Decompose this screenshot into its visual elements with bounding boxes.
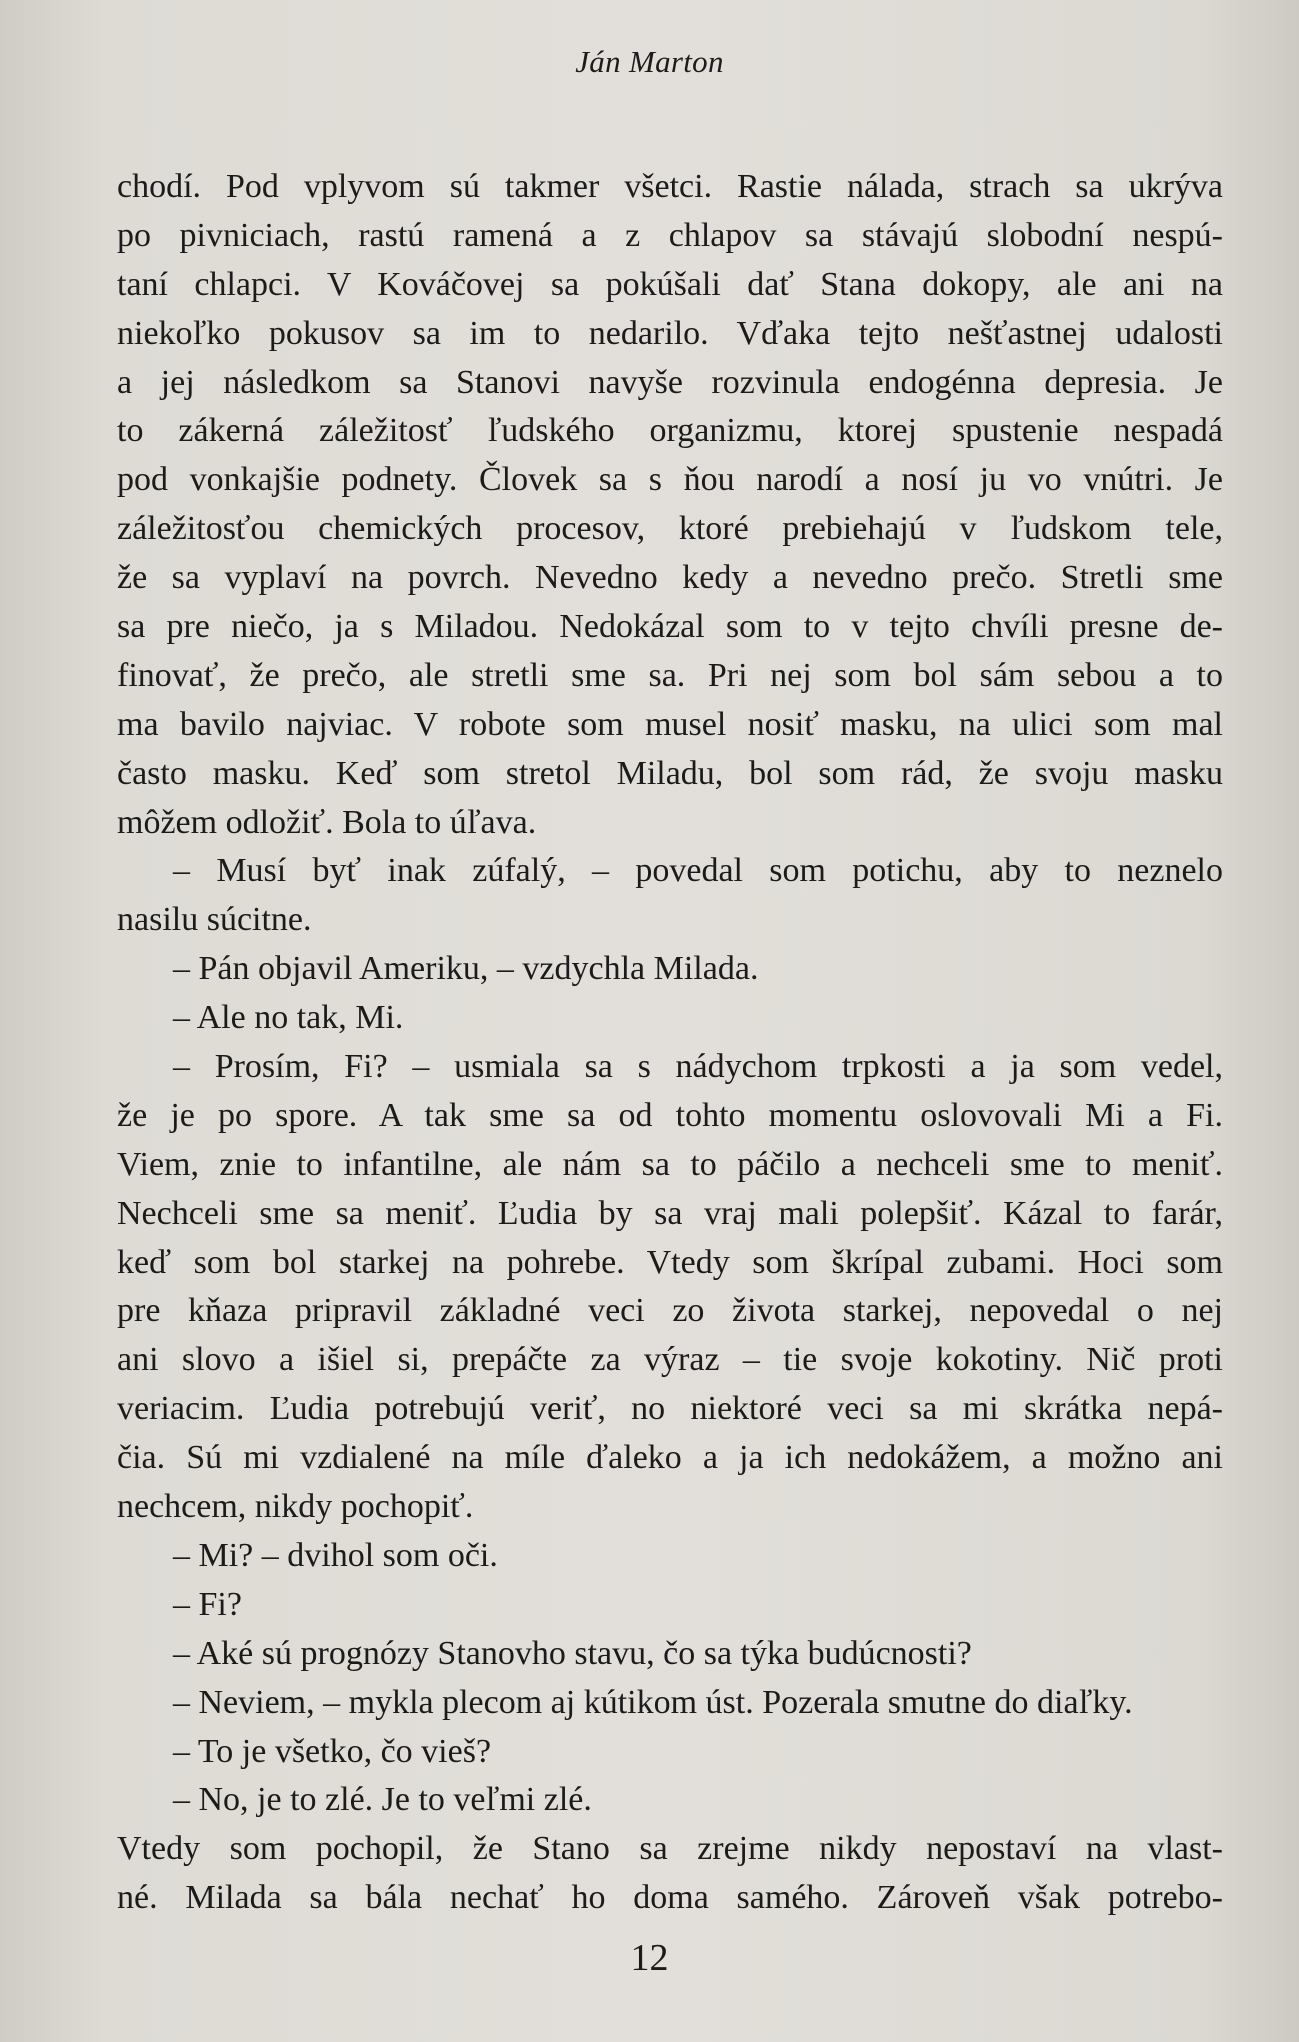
text-line: že sa vyplaví na povrch. Nevedno kedy a nevedno prečo. Stretli sme <box>117 559 1223 597</box>
text-line: ma bavilo najviac. V robote som musel nosiť masku, na ulici som mal <box>117 705 1223 743</box>
text-line: taní chlapci. V Kováčovej sa pokúšali dať Stana dokopy, ale ani na <box>117 265 1223 303</box>
text-line: – Prosím, Fi? – usmiala sa s nádychom trpkosti a ja som vedel, <box>173 1048 1223 1086</box>
text-line: Viem, znie to infantilne, ale nám sa to páčilo a nechceli sme to meniť. <box>117 1145 1223 1183</box>
text-line: záležitosťou chemických procesov, ktoré prebiehajú v ľudskom tele, <box>117 510 1223 548</box>
text-line: ani slovo a išiel si, prepáčte za výraz – tie svoje kokotiny. Nič proti <box>117 1341 1223 1379</box>
text-line: nasilu súcitne. <box>117 901 312 939</box>
text-line: – Fi? <box>173 1585 242 1623</box>
text-line: pod vonkajšie podnety. Človek sa s ňou narodí a nosí ju vo vnútri. Je <box>117 461 1223 499</box>
text-line: – Ale no tak, Mi. <box>173 999 404 1037</box>
text-line: Nechceli sme sa meniť. Ľudia by sa vraj mali polepšiť. Kázal to farár, <box>117 1194 1223 1232</box>
text-line: veriacim. Ľudia potrebujú veriť, no niektoré veci sa mi skrátka nepá- <box>117 1390 1223 1428</box>
body-text <box>117 163 1223 1923</box>
text-line: niekoľko pokusov sa im to nedarilo. Vďaka tejto nešťastnej udalosti <box>117 314 1223 352</box>
text-line: pre kňaza pripravil základné veci zo života starkej, nepovedal o nej <box>117 1292 1223 1330</box>
text-line: chodí. Pod vplyvom sú takmer všetci. Rastie nálada, strach sa ukrýva <box>117 168 1223 205</box>
text-line: nechcem, nikdy pochopiť. <box>117 1488 474 1526</box>
text-line: – No, je to zlé. Je to veľmi zlé. <box>173 1781 592 1819</box>
page-number: 12 <box>630 1937 669 1979</box>
text-line: môžem odložiť. Bola to úľava. <box>117 803 537 841</box>
text-line: že je po spore. A tak sme sa od tohto momentu oslovovali Mi a Fi. <box>117 1096 1223 1134</box>
text-line: – Neviem, – mykla plecom aj kútikom úst. Pozerala smutne do diaľky. <box>173 1683 1133 1721</box>
text-line: – To je všetko, čo vieš? <box>173 1732 492 1770</box>
text-line: čia. Sú mi vzdialené na míle ďaleko a ja ich nedokážem, a možno ani <box>117 1439 1223 1477</box>
text-line: keď som bol starkej na pohrebe. Vtedy som škrípal zubami. Hoci som <box>117 1243 1223 1281</box>
text-line: – Pán objavil Ameriku, – vzdychla Milada. <box>173 950 759 988</box>
text-line: sa pre niečo, ja s Miladou. Nedokázal som to v tejto chvíli presne de- <box>117 608 1223 646</box>
text-line: né. Milada sa bála nechať ho doma samého. Zároveň však potrebo- <box>117 1879 1223 1917</box>
running-head-author: Ján Marton <box>575 44 724 79</box>
text-line: po pivniciach, rastú ramená a z chlapov sa stávajú slobodní nespú- <box>117 216 1223 254</box>
text-line: často masku. Keď som stretol Miladu, bol som rád, že svoju masku <box>117 754 1223 792</box>
text-line: to zákerná záležitosť ľudského organizmu, ktorej spustenie nespadá <box>117 412 1223 450</box>
text-line: – Mi? – dvihol som oči. <box>173 1536 498 1574</box>
text-line: – Aké sú prognózy Stanovho stavu, čo sa týka budúcnosti? <box>173 1634 972 1672</box>
text-line: finovať, že prečo, ale stretli sme sa. Pri nej som bol sám sebou a to <box>117 656 1223 694</box>
text-line: Vtedy som pochopil, že Stano sa zrejme nikdy nepostaví na vlast- <box>117 1830 1223 1868</box>
text-line: a jej následkom sa Stanovi navyše rozvinula endogénna depresia. Je <box>117 363 1223 401</box>
text-line: – Musí byť inak zúfalý, – povedal som potichu, aby to neznelo <box>173 852 1223 890</box>
